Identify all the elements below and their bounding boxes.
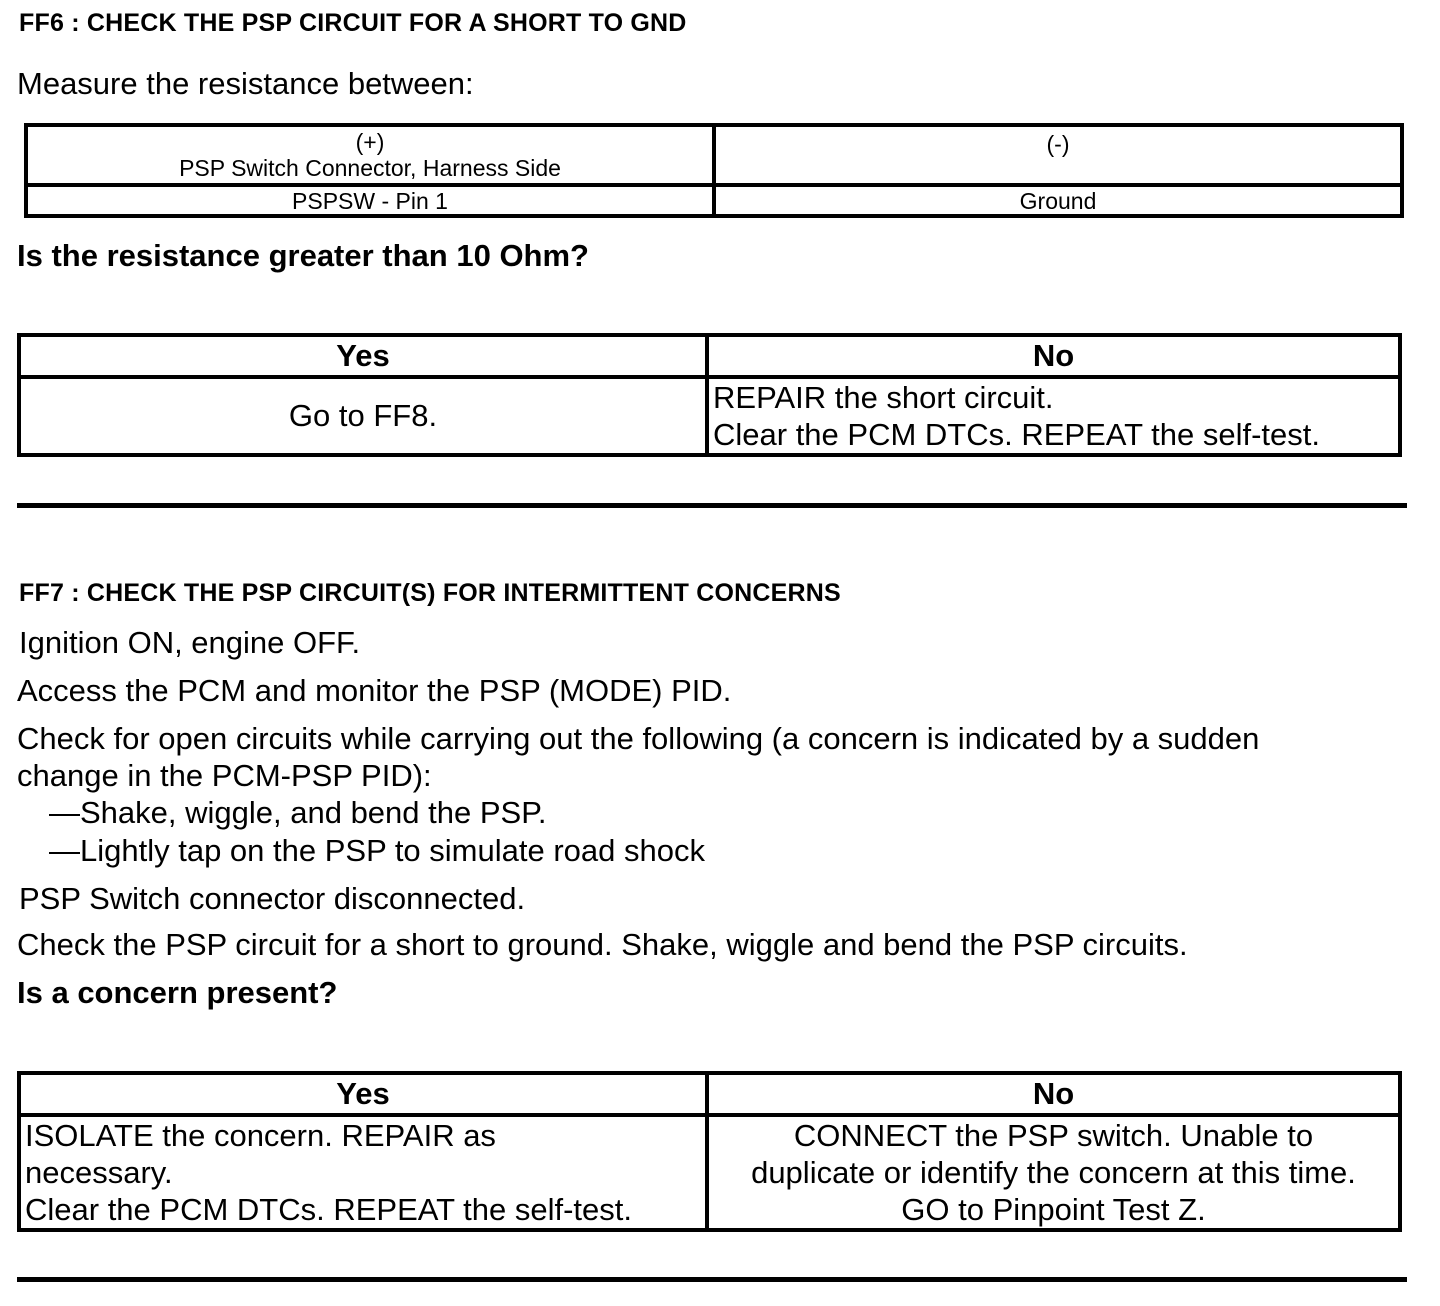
ff7-no-cell bbox=[707, 1115, 1400, 1230]
ff7-step3-line1: Check for open circuits while carrying out the following (a concern is indicated by a sudden bbox=[17, 721, 1260, 756]
ff6-result-header-row bbox=[19, 335, 1400, 377]
ff7-no-header: No bbox=[707, 1073, 1400, 1115]
bottom-divider bbox=[17, 1277, 1407, 1282]
ff7-step5: Check the PSP circuit for a short to ground. Shake, wiggle and bend the PSP circuits. bbox=[17, 927, 1188, 962]
plus-label: (+) bbox=[355, 129, 385, 155]
ff7-yes-cell bbox=[19, 1115, 707, 1230]
ff7-step4: PSP Switch connector disconnected. bbox=[19, 881, 526, 916]
ff6-no-cell bbox=[707, 377, 1400, 455]
ff7-step3-line2: change in the PCM-PSP PID): bbox=[17, 758, 432, 793]
ff7-heading: FF7 : CHECK THE PSP CIRCUIT(S) FOR INTERMITTENT CONCERNS bbox=[19, 579, 841, 607]
ff7-no-line3: GO to Pinpoint Test Z. bbox=[901, 1192, 1206, 1227]
ff6-yes-header: Yes bbox=[19, 335, 707, 377]
ff7-yes-line2: necessary. bbox=[25, 1155, 173, 1190]
ff6-no-line1: REPAIR the short circuit. bbox=[713, 380, 1054, 415]
ff6-heading: FF6 : CHECK THE PSP CIRCUIT FOR A SHORT TO GND bbox=[19, 9, 687, 37]
plus-sublabel: PSP Switch Connector, Harness Side bbox=[179, 155, 561, 181]
measure-header-row bbox=[26, 125, 1402, 185]
ff7-result-table bbox=[17, 1071, 1402, 1232]
section-divider bbox=[17, 503, 1407, 508]
ff7-bullet1: —Shake, wiggle, and bend the PSP. bbox=[49, 795, 547, 830]
ff6-question: Is the resistance greater than 10 Ohm? bbox=[17, 238, 589, 273]
ff7-bullet2: —Lightly tap on the PSP to simulate road shock bbox=[49, 833, 705, 868]
measure-plus-value: PSPSW - Pin 1 bbox=[26, 185, 714, 216]
ff6-instruction: Measure the resistance between: bbox=[17, 66, 474, 101]
ff6-no-header: No bbox=[707, 335, 1400, 377]
ff7-yes-header: Yes bbox=[19, 1073, 707, 1115]
ff7-yes-line1: ISOLATE the concern. REPAIR as bbox=[25, 1118, 496, 1153]
ff7-step1: Ignition ON, engine OFF. bbox=[19, 625, 361, 660]
measure-minus-header bbox=[714, 125, 1402, 185]
ff7-no-line1: CONNECT the PSP switch. Unable to bbox=[793, 1118, 1314, 1153]
ff7-no-line2: duplicate or identify the concern at this time. bbox=[751, 1155, 1356, 1190]
measure-minus-value: Ground bbox=[714, 185, 1402, 216]
ff6-yes-cell: Go to FF8. bbox=[19, 377, 707, 455]
ff6-result-table bbox=[17, 333, 1402, 457]
ff7-question: Is a concern present? bbox=[17, 975, 338, 1010]
ff7-result-row bbox=[19, 1115, 1400, 1230]
ff7-yes-line3: Clear the PCM DTCs. REPEAT the self-test. bbox=[25, 1192, 632, 1227]
minus-label: (-) bbox=[1046, 131, 1070, 157]
ff7-step2: Access the PCM and monitor the PSP (MODE) PID. bbox=[17, 673, 732, 708]
ff6-result-row bbox=[19, 377, 1400, 455]
measure-data-row bbox=[26, 185, 1402, 216]
ff6-no-line2: Clear the PCM DTCs. REPEAT the self-test. bbox=[713, 417, 1320, 452]
ff6-measure-table bbox=[24, 123, 1404, 218]
measure-plus-header bbox=[26, 125, 714, 185]
ff7-result-header-row bbox=[19, 1073, 1400, 1115]
